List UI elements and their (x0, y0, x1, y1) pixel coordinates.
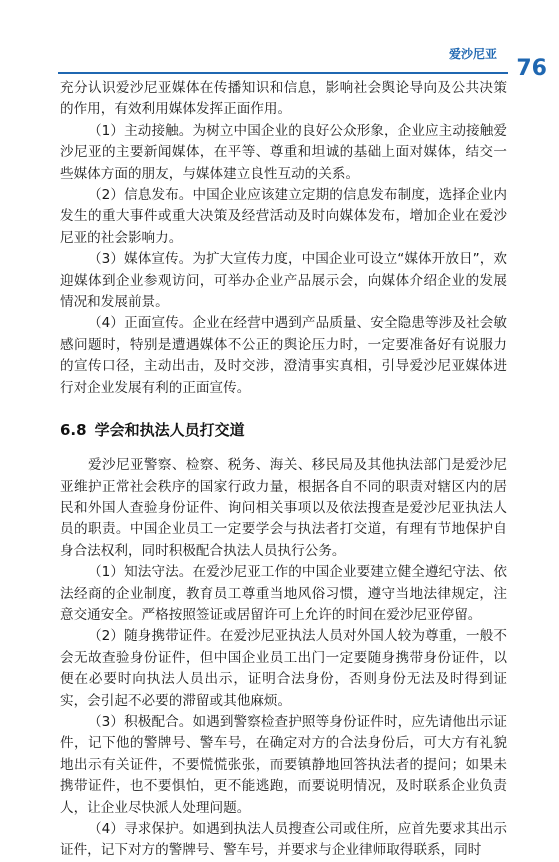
running-header-title: 爱沙尼亚 (448, 47, 497, 61)
intro-item-1: （1）主动接触。为树立中国企业的良好公众形象，企业应主动接触爱沙尼亚的主要新闻媒体，在平等、尊重和坦诚的基础上面对媒体，结交一些媒体方面的朋友，与媒体建立良性互动的关系。 (60, 122, 507, 182)
intro-item-3: （3）媒体宣传。为扩大宣传力度，中国企业可设立“媒体开放日”，欢迎媒体到企业参观访问，可举办企业产品展示会，向媒体介绍企业的发展情况和发展前景。 (60, 251, 507, 311)
page-body (60, 78, 507, 862)
section-item-3: （3）积极配合。如遇到警察检查护照等身份证件时，应先请他出示证件，记下他的警牌号、警车号，在确定对方的合法身份后，可大方有礼貌地出示有关证件，不要慌慌张张，而要镇静地回答执法者的提问；如果未携带证件，也不要惧怕，更不能逃跑，而要说明情况，及时联系企业负责人，让企业尽快派人处理问题。 (60, 713, 507, 816)
section-intro-paragraph: 爱沙尼亚警察、检察、税务、海关、移民局及其他执法部门是爱沙尼亚维护正常社会秩序的国家行政力量，根据各自不同的职责对辖区内的居民和外国人查验身份证件、询问相关事项以及依法搜查是爱沙尼亚执法人员的职责。中国企业员工一定要学会与执法者打交道，有理有节地保护自身合法权利，同时积极配合执法人员执行公务。 (60, 457, 507, 559)
section-title-text: 学会和执法人员打交道 (94, 421, 245, 440)
section-heading (60, 419, 507, 441)
intro-item-2: （2）信息发布。中国企业应该建立定期的信息发布制度，选择企业内发生的重大事件或重大决策及经营活动及时向媒体发布，增加企业在爱沙尼亚的社会影响力。 (60, 187, 507, 246)
section-item-2: （2）随身携带证件。在爱沙尼亚执法人员对外国人较为尊重，一般不会无故查验身份证件，但中国企业员工出门一定要随身携带身份证件，以便在必要时向执法人员出示，证明合法身份，否则身份无法及时得到证实，会引起不必要的滞留或其他麻烦。 (60, 628, 507, 709)
header-rule (58, 72, 508, 74)
section-item-4: （4）寻求保护。如遇到执法人员搜查公司或住所，应首先要求其出示证件，记下对方的警牌号、警车号，并要求与企业律师取得联系，同时 (60, 821, 507, 859)
section-item-1: （1）知法守法。在爱沙尼亚工作的中国企业要建立健全遵纪守法、依法经商的企业制度，教育员工尊重当地风俗习惯，遵守当地法律规定，注意交通安全。严格按照签证或居留许可上允许的时间在爱沙尼亚停留。 (60, 564, 507, 623)
section-number: 6.8 (60, 421, 87, 440)
intro-paragraph: 充分认识爱沙尼亚媒体在传播知识和信息，影响社会舆论导向及公共决策的作用，有效利用媒体发挥正面作用。 (60, 80, 507, 118)
page-number: 76 (516, 56, 547, 81)
intro-item-4: （4）正面宣传。企业在经营中遇到产品质量、安全隐患等涉及社会敏感问题时，特别是遭遇媒体不公正的舆论压力时，一定要准备好有说服力的宣传口径，主动出击，及时交涉，澄清事实真相，引导爱沙尼亚媒体进行对企业发展有利的正面宣传。 (60, 315, 507, 396)
